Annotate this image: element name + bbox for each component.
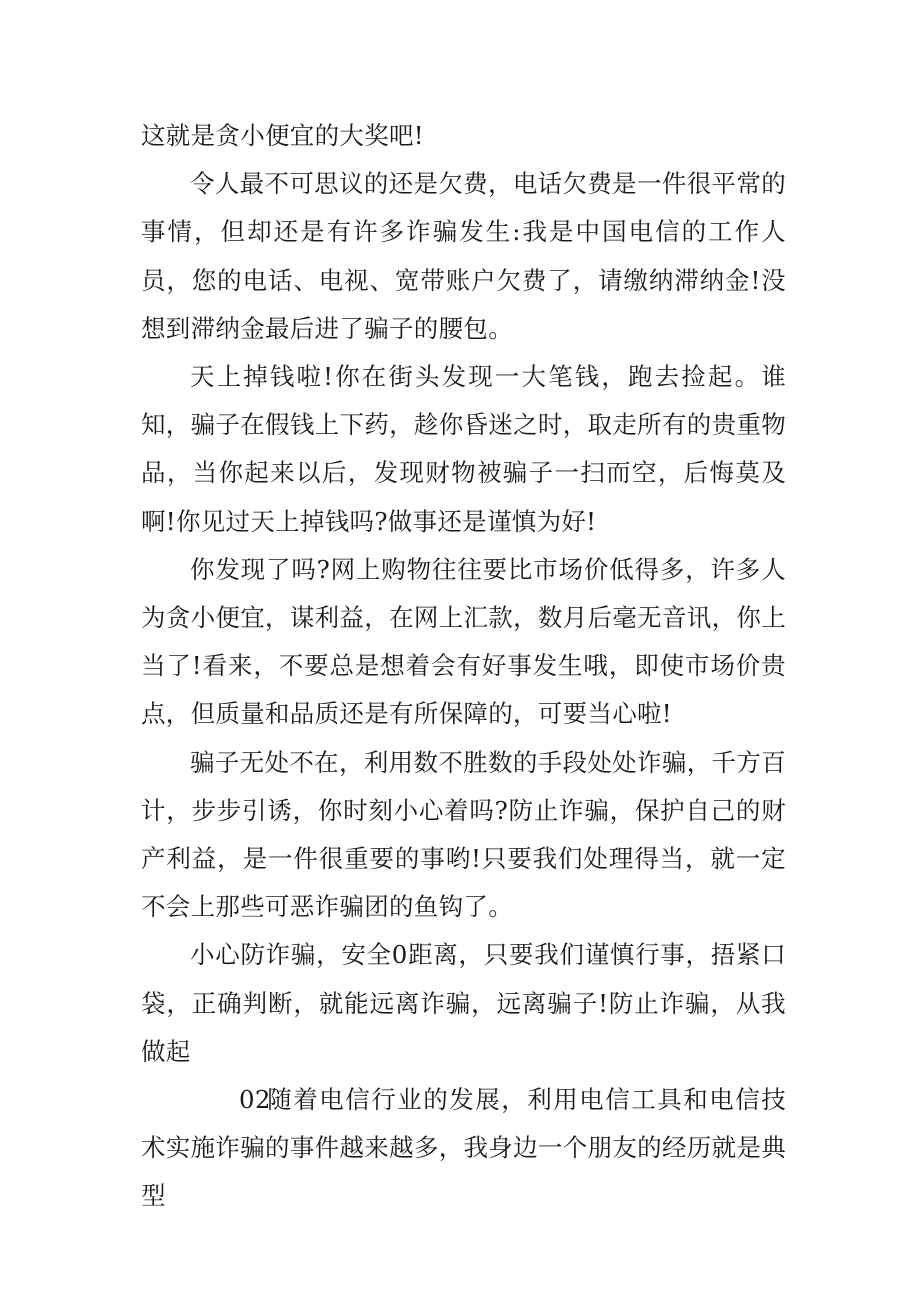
paragraph-6: 小心防诈骗，安全0距离，只要我们谨慎行事，捂紧口袋，正确判断，就能远离诈骗，远离骗子!防止诈骗，从我做起 — [141, 940, 786, 1066]
document-body — [141, 112, 786, 1221]
paragraph-2: 令人最不可思议的还是欠费，电话欠费是一件很平常的事情，但却还是有许多诈骗发生:我是中国电信的工作人员，您的电话、电视、宽带账户欠费了，请缴纳滞纳金!没想到滞纳金最后进了骗子的腰包。 — [141, 169, 786, 343]
section-text: 随着电信行业的发展，利用电信工具和电信技术实施诈骗的事件越来越多，我身边一个朋友的经历就是典型 — [141, 1085, 786, 1211]
paragraph-4: 你发现了吗?网上购物往往要比市场价低得多，许多人为贪小便宜，谋利益，在网上汇款，数月后毫无音讯，你上当了!看来，不要总是想着会有好事发生哦，即使市场价贵点，但质量和品质还是有所保障的，可要当心啦! — [141, 554, 786, 729]
section-paragraph — [141, 1076, 786, 1221]
paragraph-1: 这就是贪小便宜的大奖吧! — [141, 121, 424, 150]
section-number: 02 — [239, 1085, 271, 1115]
paragraph-5: 骗子无处不在，利用数不胜数的手段处处诈骗，千方百计，步步引诱，你时刻小心着吗?防止诈骗，保护自己的财产利益，是一件很重要的事哟!只要我们处理得当，就一定不会上那些可恶诈骗团的鱼钩了。 — [141, 747, 786, 922]
paragraph-3: 天上掉钱啦!你在街头发现一大笔钱，跑去捡起。谁知，骗子在假钱上下药，趁你昏迷之时，取走所有的贵重物品，当你起来以后，发现财物被骗子一扫而空，后悔莫及啊!你见过天上掉钱吗?做事还是谨慎为好! — [141, 362, 786, 536]
